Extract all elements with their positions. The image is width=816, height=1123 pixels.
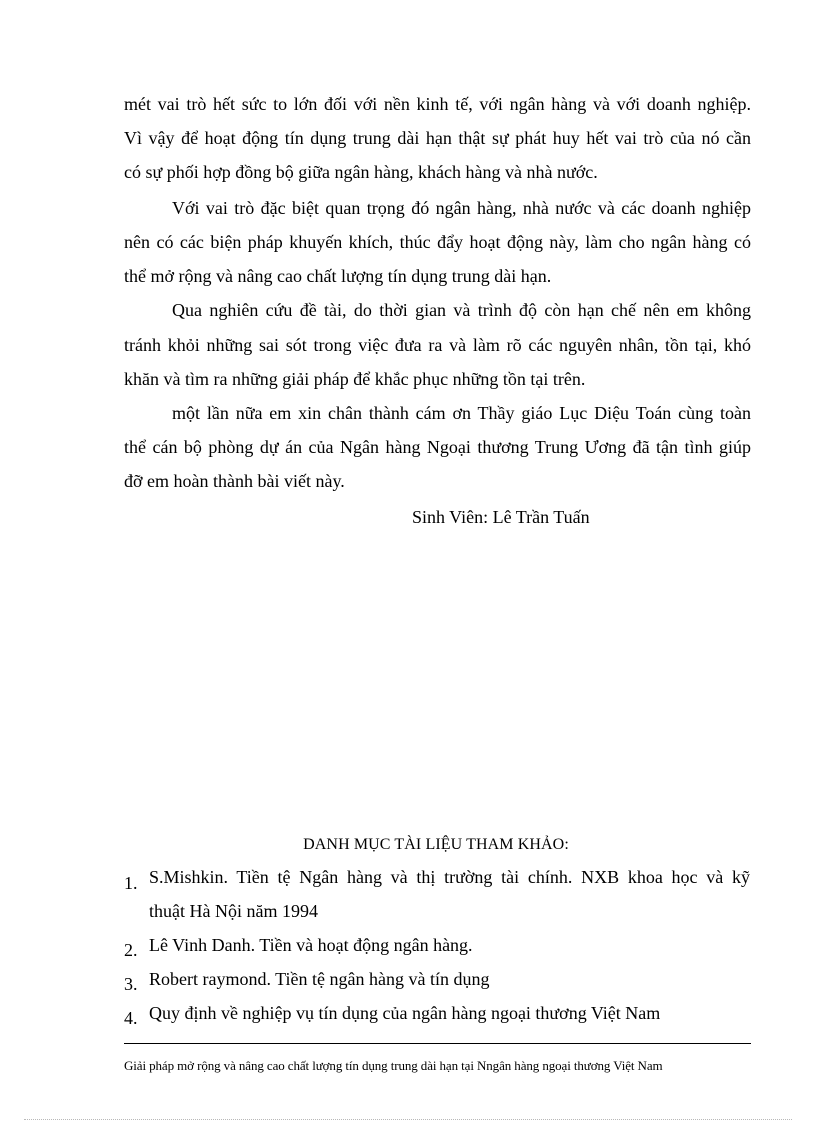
paragraph-1-line-2: Vì vậy để hoạt động tín dụng trung dài hạn thật sự phát huy hết vai trò của nó cần — [124, 128, 751, 148]
reference-2-text: Lê Vinh Danh. Tiền và hoạt động ngân hàng. — [149, 935, 473, 955]
reference-number: 1. — [124, 873, 138, 893]
reference-number: 4. — [124, 1008, 138, 1028]
paragraph-4-line-3: đỡ em hoàn thành bài viết này. — [124, 471, 345, 491]
paragraph-2-line-2: nên có các biện pháp khuyến khích, thúc đẩy hoạt động này, làm cho ngân hàng có — [124, 232, 751, 252]
reference-number: 3. — [124, 974, 138, 994]
footer-rule — [124, 1043, 751, 1044]
paragraph-3-line-2: tránh khỏi những sai sót trong việc đưa ra và làm rõ các nguyên nhân, tồn tại, khó — [124, 335, 751, 355]
reference-1-line-1: S.Mishkin. Tiền tệ Ngân hàng và thị trường tài chính. NXB khoa học và kỹ — [149, 867, 750, 887]
reference-3-text: Robert raymond. Tiền tệ ngân hàng và tín dụng — [149, 969, 490, 989]
footer-text: Giải pháp mở rộng và nâng cao chất lượng tín dụng trung dài hạn tại Nngân hàng ngoại thương Việt Nam — [124, 1058, 663, 1073]
paragraph-1-line-3: có sự phối hợp đồng bộ giữa ngân hàng, khách hàng và nhà nước. — [124, 162, 598, 182]
reference-number: 2. — [124, 940, 138, 960]
paragraph-3-line-1: Qua nghiên cứu đề tài, do thời gian và trình độ còn hạn chế nên em không — [172, 300, 751, 320]
paragraph-2-line-1: Với vai trò đặc biệt quan trọng đó ngân hàng, nhà nước và các doanh nghiệp — [172, 198, 751, 218]
paragraph-4-line-1: một lần nữa em xin chân thành cám ơn Thầy giáo Lục Diệu Toán cùng toàn — [172, 403, 751, 423]
paragraph-2-line-3: thể mở rộng và nâng cao chất lượng tín dụng trung dài hạn. — [124, 266, 552, 286]
paragraph-3-line-3: khăn và tìm ra những giải pháp để khắc phục những tồn tại trên. — [124, 369, 586, 389]
paragraph-1-line-1: mét vai trò hết sức to lớn đối với nền kinh tế, với ngân hàng và với doanh nghiệp. — [124, 94, 751, 114]
references-title: DANH MỤC TÀI LIỆU THAM KHẢO: — [303, 836, 569, 853]
reference-4-text: Quy định về nghiệp vụ tín dụng của ngân hàng ngoại thương Việt Nam — [149, 1003, 661, 1023]
signature: Sinh Viên: Lê Trần Tuấn — [412, 507, 590, 527]
page-edge-divider — [24, 1119, 792, 1120]
paragraph-4-line-2: thể cán bộ phòng dự án của Ngân hàng Ngoại thương Trung Ương đã tận tình giúp — [124, 437, 751, 457]
reference-1-line-2: thuật Hà Nội năm 1994 — [149, 901, 318, 921]
